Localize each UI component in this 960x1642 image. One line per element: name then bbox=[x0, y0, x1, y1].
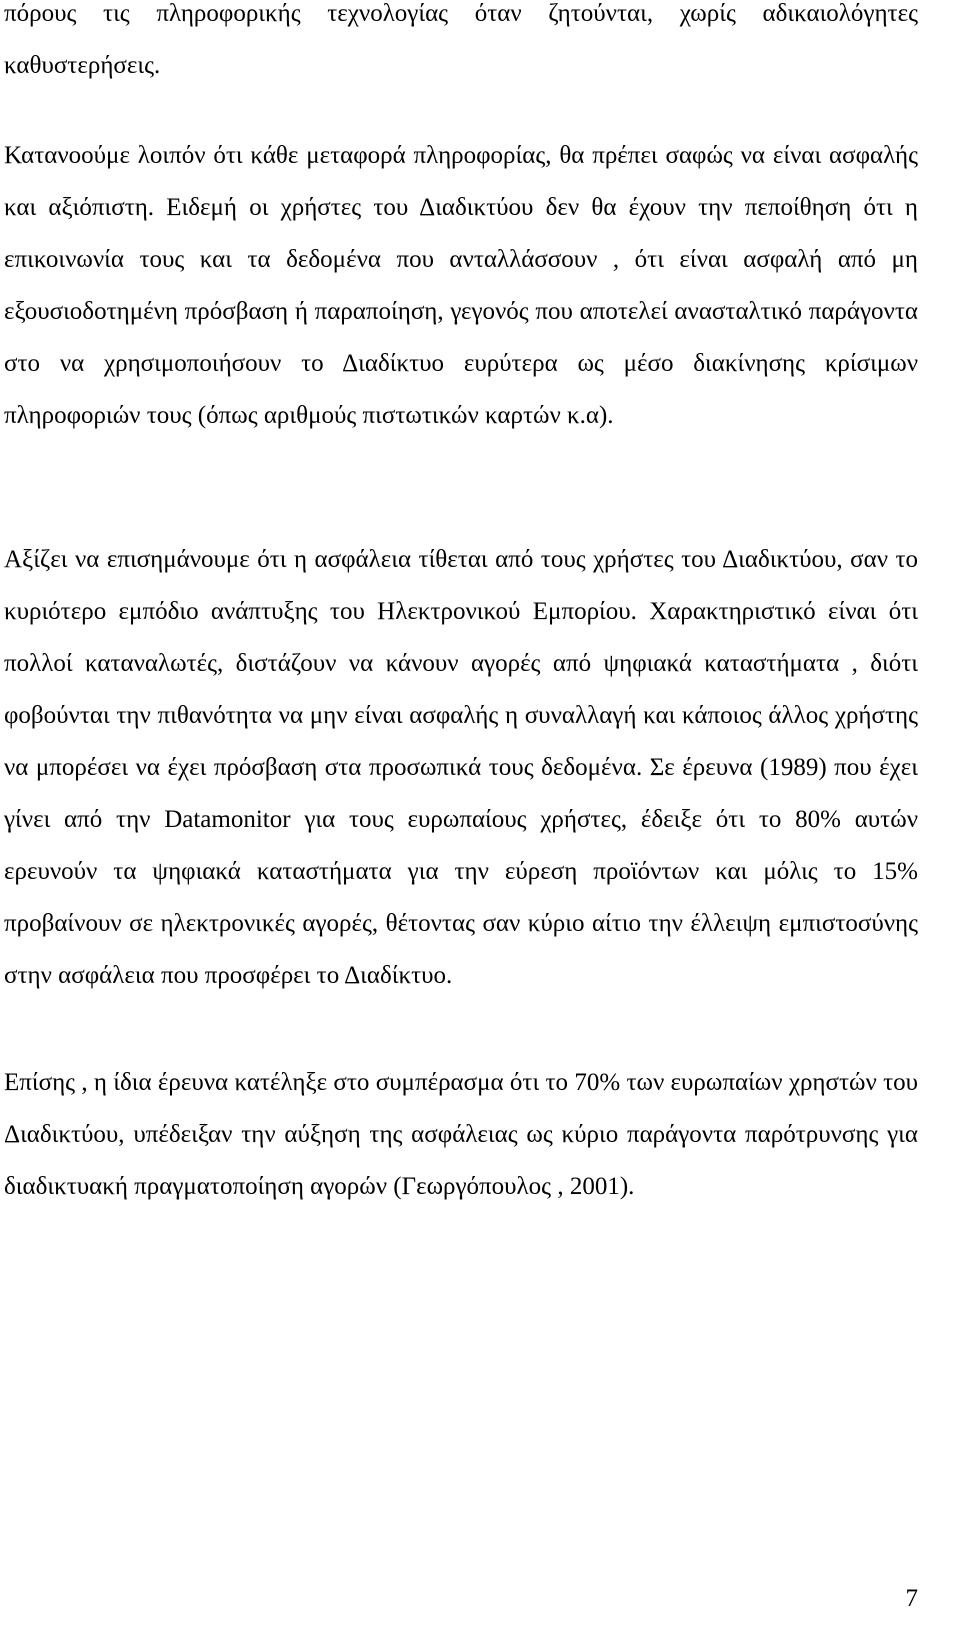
page-number: 7 bbox=[905, 1585, 918, 1612]
paragraph: πόρους τις πληροφορικής τεχνολογίας όταν ζητούνται, χωρίς αδικαιολόγητες καθυστερήσεις. bbox=[4, 0, 918, 79]
paragraph: Κατανοούμε λοιπόν ότι κάθε μεταφορά πληροφορίας, θα πρέπει σαφώς να είναι ασφαλής και αξιόπιστη. Ειδεμή οι χρήστες του Διαδικτύου δεν θα έχουν την πεποίθηση ότι η επικοινωνία τους και τα δεδομένα που ανταλλάσσουν , ότι είναι ασφαλή από μη εξουσιοδοτημένη πρόσβαση ή παραποίηση, γεγονός που αποτελεί ανασταλτικό παράγοντα στο να χρησιμοποιήσουν το Διαδίκτυο ευρύτερα ως μέσο διακίνησης κρίσιμων πληροφοριών τους (όπως αριθμούς πιστωτικών καρτών κ.α). bbox=[4, 142, 918, 429]
paragraph: Αξίζει να επισημάνουμε ότι η ασφάλεια τίθεται από τους χρήστες του Διαδικτύου, σαν το κυριότερο εμπόδιο ανάπτυξης του Ηλεκτρονικού Εμπορίου. Χαρακτηριστικό είναι ότι πολλοί καταναλωτές, διστάζουν να κάνουν αγορές από ψηφιακά καταστήματα , διότι φοβούνται την πιθανότητα να μην είναι ασφαλής η συναλλαγή και κάποιος άλλος χρήστης να μπορέσει να έχει πρόσβαση στα προσωπικά τους δεδομένα. Σε έρευνα (1989) που έχει γίνει από την Datamonitor για τους ευρωπαίους χρήστες, έδειξε ότι το 80% αυτών ερευνούν τα ψηφιακά καταστήματα για την εύρεση προϊόντων και μόλις το 15% προβαίνουν σε ηλεκτρονικές αγορές, θέτοντας σαν κύριο αίτιο την έλλειψη εμπιστοσύνης στην ασφάλεια που προσφέρει το Διαδίκτυο. bbox=[4, 546, 918, 989]
paragraph: Επίσης , η ίδια έρευνα κατέληξε στο συμπέρασμα ότι το 70% των ευρωπαίων χρηστών του Διαδικτύου, υπέδειξαν την αύξηση της ασφάλειας ως κύριο παράγοντα παρότρυνσης για διαδικτυακή πραγματοποίηση αγορών (Γεωργόπουλος , 2001). bbox=[4, 1069, 918, 1200]
